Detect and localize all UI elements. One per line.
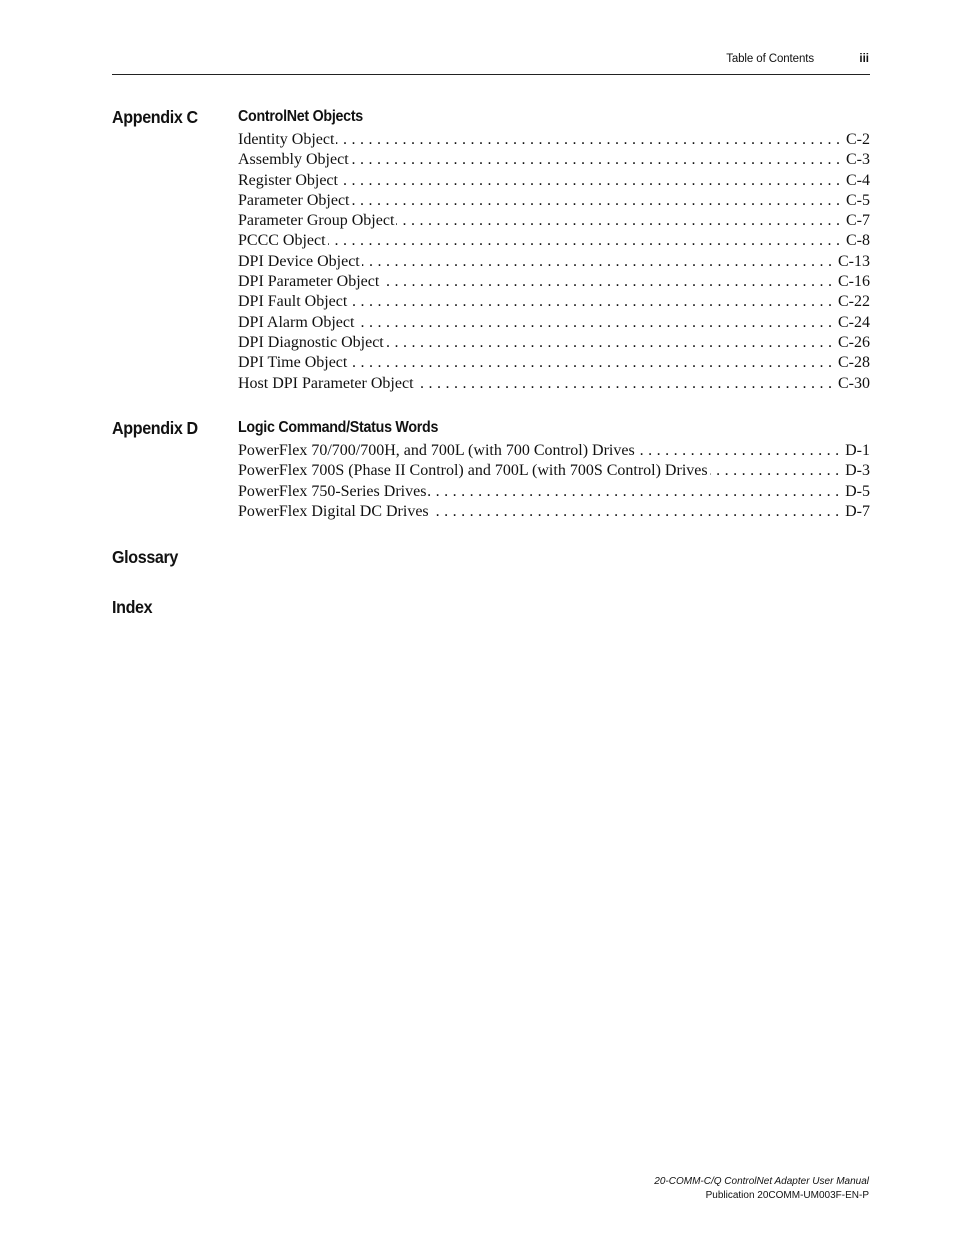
toc-entry[interactable] bbox=[238, 313, 870, 333]
toc-entry[interactable] bbox=[238, 482, 870, 502]
toc-entry-page: C-8 bbox=[846, 232, 870, 250]
toc-entry-page: C-24 bbox=[838, 313, 870, 331]
toc-entry-title: DPI Time Object bbox=[238, 354, 348, 372]
toc-entry-title: DPI Fault Object bbox=[238, 293, 348, 311]
index-heading[interactable]: Index bbox=[112, 597, 153, 617]
toc-entry-title: Host DPI Parameter Object bbox=[238, 374, 414, 392]
dot-leader bbox=[431, 502, 839, 522]
dot-leader bbox=[637, 441, 839, 461]
toc-entry[interactable] bbox=[238, 150, 870, 170]
toc-entry-page: C-28 bbox=[838, 354, 870, 372]
toc-entry-title: PowerFlex 70/700/700H, and 700L (with 700 Control) Drives bbox=[238, 442, 635, 459]
toc-entry[interactable] bbox=[238, 231, 870, 251]
toc-entry-page: C-16 bbox=[838, 273, 870, 291]
footer-publication-number: Publication 20COMM-UM003F-EN-P bbox=[705, 1190, 869, 1201]
dot-leader bbox=[336, 130, 840, 150]
toc-entry-page: D-7 bbox=[845, 502, 870, 520]
toc-entry-page: C-4 bbox=[846, 171, 870, 189]
toc-entry[interactable] bbox=[238, 272, 870, 292]
toc-entry-page: C-2 bbox=[846, 131, 870, 148]
header-rule bbox=[112, 74, 870, 75]
dot-leader bbox=[428, 482, 839, 502]
dot-leader bbox=[386, 333, 832, 353]
toc-entry-page: C-7 bbox=[846, 212, 870, 230]
toc-entry[interactable] bbox=[238, 502, 870, 522]
appendix-c-toc-list bbox=[238, 130, 870, 394]
appendix-c-label: Appendix C bbox=[112, 107, 198, 127]
toc-entry[interactable] bbox=[238, 191, 870, 211]
toc-entry-title: Identity Object bbox=[238, 131, 335, 148]
dot-leader bbox=[340, 171, 840, 191]
toc-entry-title: DPI Device Object bbox=[238, 252, 360, 270]
toc-entry[interactable] bbox=[238, 130, 870, 150]
toc-entry-title: PCCC Object bbox=[238, 232, 326, 250]
toc-entry-title: PowerFlex Digital DC Drives bbox=[238, 502, 429, 520]
toc-entry[interactable] bbox=[238, 171, 870, 191]
dot-leader bbox=[351, 150, 840, 170]
toc-entry-title: Parameter Object bbox=[238, 191, 350, 209]
dot-leader bbox=[710, 461, 840, 481]
toc-entry-page: C-30 bbox=[838, 374, 870, 392]
toc-entry-page: D-5 bbox=[845, 482, 870, 500]
toc-entry-page: D-3 bbox=[845, 462, 870, 480]
dot-leader bbox=[396, 211, 840, 231]
toc-entry-page: C-3 bbox=[846, 151, 870, 169]
appendix-c-title: ControlNet Objects bbox=[238, 108, 363, 125]
toc-entry-title: Register Object bbox=[238, 171, 338, 189]
dot-leader bbox=[416, 374, 832, 394]
toc-entry[interactable] bbox=[238, 374, 870, 394]
toc-entry-title: Parameter Group Object bbox=[238, 212, 395, 230]
toc-entry-page: C-22 bbox=[838, 293, 870, 311]
toc-entry-page: C-13 bbox=[838, 252, 870, 270]
toc-entry-title: PowerFlex 750-Series Drives bbox=[238, 482, 427, 500]
appendix-d-toc-list bbox=[238, 441, 870, 522]
toc-entry-page: C-26 bbox=[838, 333, 870, 351]
dot-leader bbox=[356, 313, 832, 333]
toc-entry[interactable] bbox=[238, 441, 870, 461]
toc-entry-title: DPI Diagnostic Object bbox=[238, 333, 384, 351]
toc-entry-title: DPI Alarm Object bbox=[238, 313, 355, 331]
toc-entry[interactable] bbox=[238, 461, 870, 481]
running-header-page-number: iii bbox=[859, 53, 869, 65]
toc-entry-title: Assembly Object bbox=[238, 151, 349, 169]
toc-entry-page: C-5 bbox=[846, 191, 870, 209]
dot-leader bbox=[352, 191, 841, 211]
toc-entry-page: D-1 bbox=[845, 442, 870, 459]
dot-leader bbox=[362, 252, 832, 272]
toc-entry[interactable] bbox=[238, 252, 870, 272]
dot-leader bbox=[328, 231, 840, 251]
toc-entry-title: PowerFlex 700S (Phase II Control) and 700L (with 700S Control) Drives bbox=[238, 462, 708, 480]
appendix-d-title: Logic Command/Status Words bbox=[238, 419, 439, 436]
dot-leader bbox=[349, 292, 832, 312]
toc-entry[interactable] bbox=[238, 353, 870, 373]
dot-leader bbox=[381, 272, 832, 292]
toc-entry[interactable] bbox=[238, 211, 870, 231]
running-header-title: Table of Contents bbox=[726, 53, 814, 65]
footer-manual-title: 20-COMM-C/Q ControlNet Adapter User Manual bbox=[654, 1176, 869, 1187]
appendix-d-label: Appendix D bbox=[112, 418, 198, 438]
glossary-heading[interactable]: Glossary bbox=[112, 547, 178, 567]
toc-entry[interactable] bbox=[238, 333, 870, 353]
toc-entry[interactable] bbox=[238, 292, 870, 312]
dot-leader bbox=[349, 353, 832, 373]
toc-entry-title: DPI Parameter Object bbox=[238, 273, 380, 291]
